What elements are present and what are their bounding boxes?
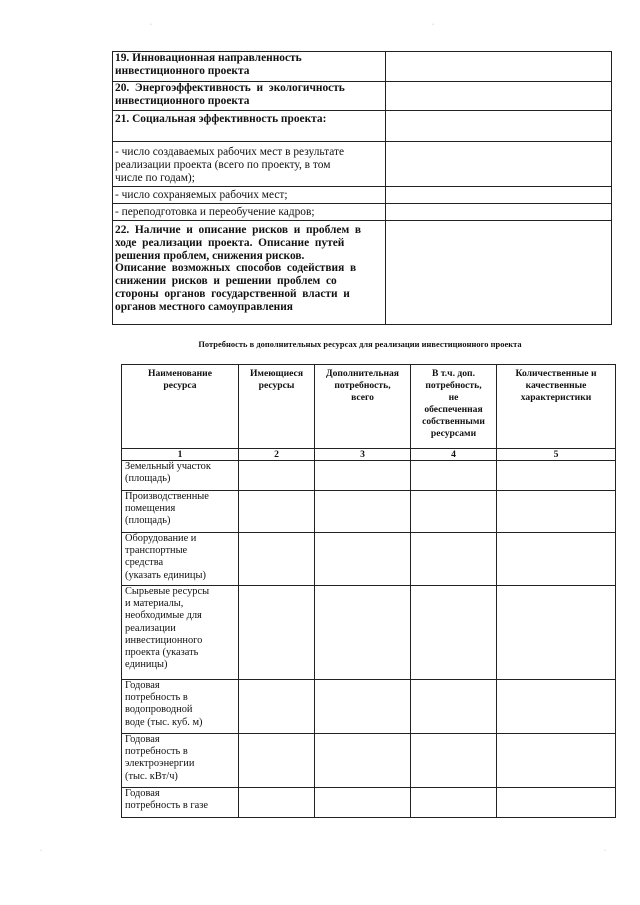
text-line: Описание возможных способов содействия в [115, 262, 357, 275]
input-cell[interactable] [497, 586, 616, 680]
project-characteristics-table [112, 51, 612, 325]
text-line: - переподготовка и переобучение кадров; [115, 206, 315, 218]
input-cell[interactable] [239, 586, 315, 680]
scan-speck: · [604, 848, 606, 854]
header-unsecured-need [411, 365, 497, 449]
text-line: характеристики [520, 392, 592, 403]
text-line: (площадь) [125, 515, 171, 527]
table-row [122, 734, 616, 788]
row-value-21-jobs-created[interactable] [386, 142, 612, 187]
text-line: инвестиционного проекта [115, 64, 250, 77]
input-cell[interactable] [315, 533, 411, 586]
row-label-21-retraining [113, 204, 386, 221]
table-row [113, 221, 612, 325]
input-cell[interactable] [497, 734, 616, 788]
text-line: В т.ч. доп. [432, 368, 475, 379]
text-line: не [448, 392, 459, 403]
resource-name-cell [122, 533, 239, 586]
header-existing-resources [239, 365, 315, 449]
input-cell[interactable] [239, 734, 315, 788]
input-cell[interactable] [497, 533, 616, 586]
input-cell[interactable] [239, 491, 315, 533]
input-cell[interactable] [239, 680, 315, 734]
text-line: средства [125, 557, 164, 569]
row-label-19 [113, 52, 386, 82]
input-cell[interactable] [315, 491, 411, 533]
text-line: необходимые для [125, 610, 202, 622]
text-line: Сырьевые ресурсы [125, 586, 210, 597]
text-line: реализации [125, 622, 176, 634]
text-line: потребность в газе [125, 800, 208, 812]
text-line: (указать единицы) [125, 569, 206, 581]
text-line: обеспеченная [424, 404, 483, 415]
header-additional-need [315, 365, 411, 449]
input-cell[interactable] [315, 680, 411, 734]
text-line: Дополнительная [326, 368, 399, 379]
text-line: ресурсы [258, 380, 295, 391]
row-value-22[interactable] [386, 221, 612, 325]
input-cell[interactable] [411, 533, 497, 586]
resource-name-cell [122, 461, 239, 491]
input-cell[interactable] [411, 491, 497, 533]
text-line: единицы) [125, 659, 168, 671]
text-line: стороны органов государственной власти и [115, 287, 350, 300]
text-line: реализации проекта (всего по проекту, в том [115, 158, 331, 171]
text-line: потребность, [425, 380, 482, 391]
scan-speck: · [150, 22, 152, 28]
text-line: качественные [525, 380, 587, 391]
table-row [113, 204, 612, 221]
table-row [122, 680, 616, 734]
text-line: Годовая [125, 680, 160, 691]
resource-name-cell [122, 680, 239, 734]
resource-name-cell [122, 491, 239, 533]
input-cell[interactable] [411, 586, 497, 680]
column-number-row [122, 449, 616, 461]
text-line: Производственные [125, 491, 209, 502]
text-line: числе по годам); [115, 171, 195, 184]
header-row [122, 365, 616, 449]
input-cell[interactable] [315, 586, 411, 680]
text-line: помещения [125, 503, 176, 515]
input-cell[interactable] [497, 788, 616, 818]
scan-speck: · [432, 22, 434, 28]
input-cell[interactable] [315, 734, 411, 788]
text-line: проекта (указать [125, 647, 199, 659]
text-line: - число создаваемых рабочих мест в результате [115, 146, 345, 158]
text-line: инвестиционного [125, 634, 203, 646]
text-line: (тыс. кВт/ч) [125, 770, 178, 782]
text-line: решения проблем, снижения рисков. [115, 249, 305, 262]
text-line: собственными [422, 416, 485, 427]
text-line: всего [351, 392, 374, 403]
input-cell[interactable] [411, 461, 497, 491]
row-value-21-retraining[interactable] [386, 204, 612, 221]
table-row [122, 491, 616, 533]
text-line: ресурса [163, 380, 197, 391]
table-row [122, 461, 616, 491]
column-number: 5 [497, 449, 616, 461]
input-cell[interactable] [411, 734, 497, 788]
text-line: Наименование [148, 368, 212, 379]
row-value-20[interactable] [386, 82, 612, 111]
text-line: 20. Энергоэффективность и экологичность [115, 82, 345, 94]
resources-table-caption: Потребность в дополнительных ресурсах для реализации инвестиционного проекта [198, 340, 522, 349]
column-number: 3 [315, 449, 411, 461]
text-line: Годовая [125, 734, 160, 745]
row-label-21-jobs-created [113, 142, 386, 187]
input-cell[interactable] [239, 788, 315, 818]
input-cell[interactable] [239, 461, 315, 491]
table-row [113, 111, 612, 142]
input-cell[interactable] [315, 461, 411, 491]
row-label-22 [113, 221, 386, 325]
text-line: потребность, [334, 380, 391, 391]
text-line: 21. Социальная эффективность проекта: [115, 113, 327, 125]
text-line: потребность в [125, 746, 188, 758]
table-row [122, 788, 616, 818]
text-line: инвестиционного проекта [115, 94, 250, 107]
text-line: Земельный участок [125, 461, 211, 472]
row-value-21[interactable] [386, 111, 612, 142]
table-row [113, 187, 612, 204]
text-line: ходе реализации проекта. Описание путей [115, 236, 345, 249]
table-row [113, 82, 612, 111]
input-cell[interactable] [497, 680, 616, 734]
text-line: Годовая [125, 788, 160, 799]
text-line: ресурсами [430, 428, 477, 439]
additional-resources-table [121, 364, 616, 818]
text-line: воде (тыс. куб. м) [125, 716, 203, 728]
table-row [113, 52, 612, 82]
scan-speck: · [40, 848, 42, 854]
text-line: Имеющиеся [249, 368, 304, 379]
header-resource-name [122, 365, 239, 449]
input-cell[interactable] [239, 533, 315, 586]
header-characteristics [497, 365, 616, 449]
text-line: - число сохраняемых рабочих мест; [115, 189, 288, 201]
input-cell[interactable] [497, 491, 616, 533]
row-label-21-jobs-retained [113, 187, 386, 204]
column-number: 4 [411, 449, 497, 461]
input-cell[interactable] [411, 788, 497, 818]
text-line: потребность в [125, 692, 188, 704]
column-number: 1 [122, 449, 239, 461]
text-line: и материалы, [125, 598, 184, 610]
resource-name-cell [122, 586, 239, 680]
text-line: водопроводной [125, 704, 193, 716]
input-cell[interactable] [315, 788, 411, 818]
resource-name-cell [122, 788, 239, 818]
text-line: Оборудование и [125, 533, 197, 544]
table-row [122, 533, 616, 586]
text-line: органов местного самоуправления [115, 300, 293, 313]
text-line: Количественные и [515, 368, 597, 379]
resource-name-cell [122, 734, 239, 788]
text-line: снижении рисков и решении проблем со [115, 275, 337, 288]
text-line: 19. Инновационная направленность [115, 52, 302, 64]
row-label-20 [113, 82, 386, 111]
text-line: (площадь) [125, 473, 171, 485]
table-row [122, 586, 616, 680]
text-line: 22. Наличие и описание рисков и проблем в [115, 224, 362, 236]
text-line: электроэнергии [125, 758, 195, 770]
text-line: транспортные [125, 545, 188, 557]
column-number: 2 [239, 449, 315, 461]
input-cell[interactable] [411, 680, 497, 734]
input-cell[interactable] [497, 461, 616, 491]
row-value-21-jobs-retained[interactable] [386, 187, 612, 204]
row-label-21 [113, 111, 386, 142]
row-value-19[interactable] [386, 52, 612, 82]
table-row [113, 142, 612, 187]
